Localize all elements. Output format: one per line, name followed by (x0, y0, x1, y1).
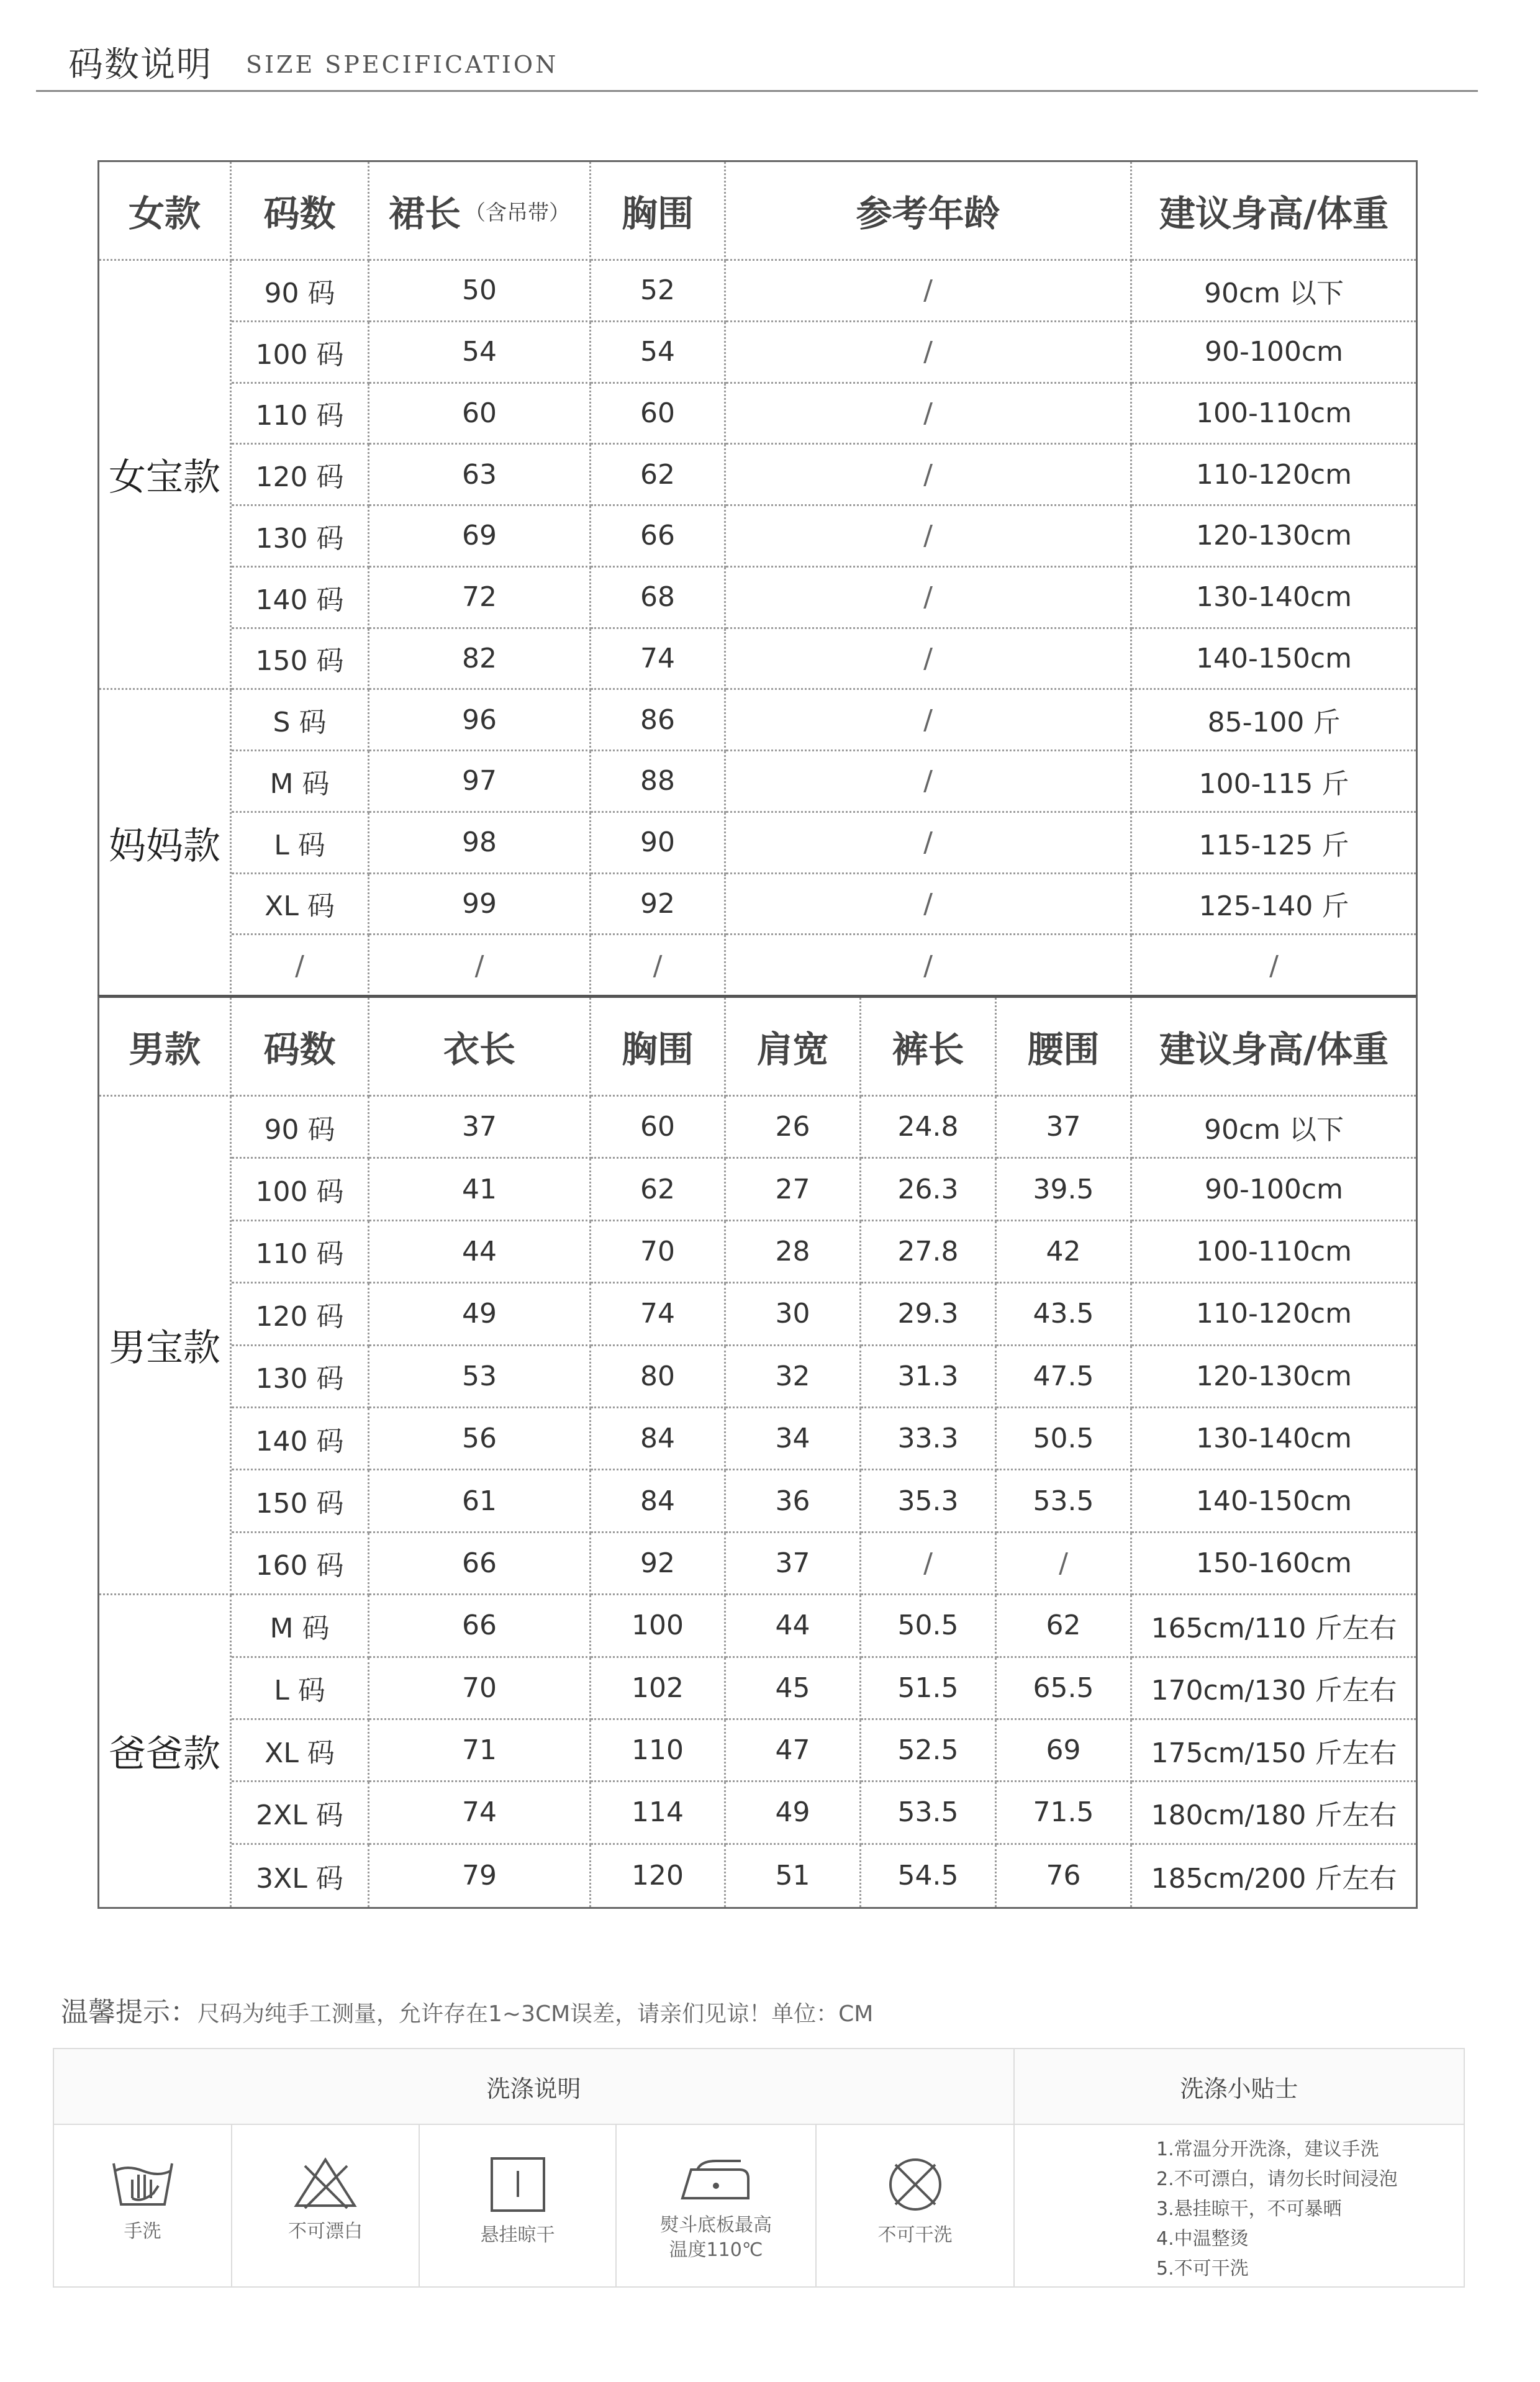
col-header-chest: 胸围 (591, 998, 726, 1097)
table-cell: 65.5 (997, 1658, 1132, 1720)
care-item-no-dry-clean (817, 2125, 1015, 2286)
table-cell: 92 (591, 1533, 726, 1595)
col-header-bust: 胸围 (591, 162, 726, 261)
washing-tips-header: 洗涤小贴士 (1015, 2049, 1464, 2125)
table-cell: 70 (369, 1658, 591, 1720)
care-item-no-bleach (232, 2125, 420, 2286)
table-cell: / (726, 261, 1132, 322)
col-header-height-weight: 建议身高/体重 (1132, 998, 1416, 1097)
table-cell: 37 (997, 1097, 1132, 1159)
table-cell: 110 (591, 1720, 726, 1782)
table-cell: 84 (591, 1470, 726, 1533)
table-cell: 50.5 (997, 1408, 1132, 1470)
table-cell: 88 (591, 751, 726, 813)
size-cell: 140 码 (232, 1408, 369, 1470)
care-label: 不可干洗 (877, 2224, 953, 2246)
care-label: 熨斗底板最高 温度110℃ (660, 2214, 772, 2261)
size-cell: L 码 (232, 813, 369, 874)
table-cell: / (591, 935, 726, 997)
size-cell: 130 码 (232, 506, 369, 568)
table-cell: 92 (591, 874, 726, 936)
table-cell: 32 (726, 1346, 861, 1408)
size-cell: 160 码 (232, 1533, 369, 1595)
table-cell: / (726, 690, 1132, 751)
size-cell: M 码 (232, 1595, 369, 1657)
col-header-skirt-note: （含吊带） (464, 200, 570, 225)
col-header-waist: 腰围 (997, 998, 1132, 1097)
col-header-style: 女款 (99, 162, 232, 261)
table-cell: 114 (591, 1782, 726, 1844)
table-cell: 52 (591, 261, 726, 322)
table-cell: 34 (726, 1408, 861, 1470)
table-cell: / (1269, 950, 1279, 982)
table-cell: 50.5 (861, 1595, 997, 1657)
table-cell: 90cm 以下 (1132, 1097, 1416, 1159)
size-cell: 130 码 (232, 1346, 369, 1408)
table-cell: 82 (369, 629, 591, 691)
table-cell: / (726, 751, 1132, 813)
table-cell: / (861, 1533, 997, 1595)
table-cell: 84 (591, 1408, 726, 1470)
col-header-skirt-length: 裙长 （含吊带） (369, 162, 591, 261)
table-cell: 56 (369, 1408, 591, 1470)
table-cell: 140-150cm (1132, 629, 1416, 691)
size-cell: 90 码 (232, 1097, 369, 1159)
size-cell: S 码 (232, 690, 369, 751)
table-cell: 130-140cm (1132, 568, 1416, 629)
table-cell: 54 (591, 322, 726, 384)
table-cell: 66 (369, 1595, 591, 1657)
care-label: 手洗 (124, 2221, 161, 2242)
table-cell: 50 (369, 261, 591, 322)
washing-tips-list (1156, 2135, 1398, 2284)
table-cell: 165cm/110 斤左右 (1132, 1595, 1416, 1657)
col-header-top-length: 衣长 (369, 998, 591, 1097)
table-cell: 51 (726, 1845, 861, 1907)
table-cell: / (369, 935, 591, 997)
table-cell: 79 (369, 1845, 591, 1907)
table-cell: 74 (369, 1782, 591, 1844)
size-cell: 120 码 (232, 445, 369, 506)
table-cell: / (726, 568, 1132, 629)
tip-item: 5.不可干洗 (1156, 2258, 1249, 2280)
table-cell: 60 (591, 384, 726, 445)
table-cell: 66 (591, 506, 726, 568)
washing-instructions-header: 洗涤说明 (54, 2049, 1015, 2125)
table-cell: 61 (369, 1470, 591, 1533)
table-cell: 37 (369, 1097, 591, 1159)
tip-item: 1.常温分开洗涤，建议手洗 (1156, 2139, 1379, 2160)
table-cell: 120-130cm (1132, 1346, 1416, 1408)
table-cell: 35.3 (861, 1470, 997, 1533)
size-cell: 90 码 (232, 261, 369, 322)
table-cell: 97 (369, 751, 591, 813)
group-label-girl: 女宝款 (99, 261, 232, 690)
table-cell: 42 (997, 1221, 1132, 1284)
page-header (36, 32, 1478, 94)
table-cell: / (997, 1533, 1132, 1595)
table-cell: / (726, 322, 1132, 384)
table-cell: / (726, 874, 1132, 936)
hand-wash-icon (109, 2155, 177, 2211)
men-size-table (97, 995, 1418, 1909)
table-cell: 86 (591, 690, 726, 751)
table-cell: 71.5 (997, 1782, 1132, 1844)
table-cell: 27 (726, 1159, 861, 1221)
table-cell: 60 (369, 384, 591, 445)
care-item-hang-dry (420, 2125, 617, 2286)
washing-section (53, 2048, 1465, 2288)
size-cell: XL 码 (232, 874, 369, 936)
table-cell: 29.3 (861, 1284, 997, 1346)
table-cell: 51.5 (861, 1658, 997, 1720)
table-cell: 96 (369, 690, 591, 751)
table-cell: 90cm 以下 (1132, 261, 1416, 322)
size-cell: 140 码 (232, 568, 369, 629)
table-cell: 140-150cm (1132, 1470, 1416, 1533)
table-cell: 26 (726, 1097, 861, 1159)
table-cell: 100-115 斤 (1132, 751, 1416, 813)
table-cell: 69 (997, 1720, 1132, 1782)
tip-item: 3.悬挂晾干，不可暴晒 (1156, 2198, 1342, 2220)
tip-item: 4.中温整烫 (1156, 2228, 1249, 2250)
tip-label: 温馨提示： (61, 1996, 197, 2028)
size-cell: 100 码 (232, 322, 369, 384)
table-cell: / (726, 445, 1132, 506)
col-header-age: 参考年龄 (726, 162, 1132, 261)
table-cell: 110-120cm (1132, 1284, 1416, 1346)
size-cell: 150 码 (232, 1470, 369, 1533)
table-cell: / (726, 935, 1132, 997)
table-cell: / (726, 384, 1132, 445)
measurement-tip (61, 1990, 873, 2029)
care-label: 不可漂白 (288, 2221, 363, 2242)
table-cell: 37 (726, 1533, 861, 1595)
table-cell: 69 (369, 506, 591, 568)
table-cell: 26.3 (861, 1159, 997, 1221)
care-item-hand-wash (54, 2125, 232, 2286)
table-cell: 53.5 (861, 1782, 997, 1844)
no-dry-clean-icon (884, 2155, 946, 2214)
table-cell: 110-120cm (1132, 445, 1416, 506)
care-label: 悬挂晾干 (480, 2224, 555, 2246)
table-cell: 185cm/200 斤左右 (1151, 1862, 1397, 1895)
size-cell: 110 码 (232, 1221, 369, 1284)
table-cell: 53.5 (997, 1470, 1132, 1533)
tip-item: 2.不可漂白，请勿长时间浸泡 (1156, 2168, 1398, 2190)
size-cell: XL 码 (232, 1720, 369, 1782)
table-cell: 98 (369, 813, 591, 874)
table-cell: 54 (369, 322, 591, 384)
table-cell: 49 (726, 1782, 861, 1844)
table-cell: 102 (591, 1658, 726, 1720)
table-cell: 90-100cm (1132, 1159, 1416, 1221)
table-cell: 130-140cm (1132, 1408, 1416, 1470)
table-cell: 120 (591, 1845, 726, 1907)
table-cell: 44 (726, 1595, 861, 1657)
size-cell: L 码 (232, 1658, 369, 1720)
group-label-mom: 妈妈款 (99, 690, 232, 997)
table-cell: 115-125 斤 (1132, 813, 1416, 874)
table-cell: 62 (591, 445, 726, 506)
table-cell: 33.3 (861, 1408, 997, 1470)
table-cell: 180cm/180 斤左右 (1132, 1782, 1416, 1844)
table-cell: 100 (591, 1595, 726, 1657)
table-cell: 80 (591, 1346, 726, 1408)
table-cell: 60 (591, 1097, 726, 1159)
col-header-size: 码数 (232, 162, 369, 261)
col-header-pants-length: 裤长 (861, 998, 997, 1097)
size-cell: 3XL 码 (232, 1845, 369, 1907)
table-cell: 170cm/130 斤左右 (1132, 1658, 1416, 1720)
col-header-shoulder: 肩宽 (726, 998, 861, 1097)
size-cell: 150 码 (232, 629, 369, 691)
col-header-style: 男款 (99, 998, 232, 1097)
size-cell: 100 码 (232, 1159, 369, 1221)
table-cell: 44 (369, 1221, 591, 1284)
table-cell: 24.8 (861, 1097, 997, 1159)
table-cell: 47.5 (997, 1346, 1132, 1408)
table-cell: 47 (726, 1720, 861, 1782)
table-cell: 100-110cm (1132, 384, 1416, 445)
size-cell: M 码 (232, 751, 369, 813)
table-cell: 53 (369, 1346, 591, 1408)
size-cell: / (232, 935, 369, 997)
group-label-dad: 爸爸款 (99, 1595, 232, 1907)
no-bleach-icon (291, 2155, 360, 2211)
women-size-table (97, 160, 1418, 999)
table-cell: / (726, 506, 1132, 568)
table-cell: 90 (591, 813, 726, 874)
table-cell: 175cm/150 斤左右 (1132, 1720, 1416, 1782)
iron-icon (679, 2155, 753, 2204)
table-cell: 72 (369, 568, 591, 629)
table-cell: 71 (369, 1720, 591, 1782)
table-cell: 74 (591, 629, 726, 691)
table-cell: / (726, 629, 1132, 691)
table-cell: 74 (591, 1284, 726, 1346)
table-cell: 30 (726, 1284, 861, 1346)
table-cell: 43.5 (997, 1284, 1132, 1346)
table-cell: 36 (726, 1470, 861, 1533)
table-cell: 125-140 斤 (1132, 874, 1416, 936)
table-cell: 85-100 斤 (1132, 690, 1416, 751)
care-item-iron (617, 2125, 817, 2286)
size-cell: 2XL 码 (232, 1782, 369, 1844)
table-cell: 28 (726, 1221, 861, 1284)
table-cell: 100-110cm (1132, 1221, 1416, 1284)
table-cell: 52.5 (861, 1720, 997, 1782)
size-cell: 120 码 (232, 1284, 369, 1346)
table-cell: 63 (369, 445, 591, 506)
table-cell: 66 (369, 1533, 591, 1595)
table-cell: 120-130cm (1132, 506, 1416, 568)
table-cell: 39.5 (997, 1159, 1132, 1221)
table-cell: 45 (726, 1658, 861, 1720)
table-cell: 62 (997, 1595, 1132, 1657)
col-header-height-weight: 建议身高/体重 (1132, 162, 1416, 261)
table-cell: 99 (369, 874, 591, 936)
col-header-size: 码数 (232, 998, 369, 1097)
size-cell: 110 码 (232, 384, 369, 445)
table-cell: 62 (591, 1159, 726, 1221)
table-cell: 54.5 (861, 1845, 997, 1907)
tip-text: 尺码为纯手工测量，允许存在1~3CM误差，请亲们见谅！单位：CM (197, 2001, 874, 2027)
table-cell: / (726, 813, 1132, 874)
table-cell: 150-160cm (1132, 1533, 1416, 1595)
table-cell: 31.3 (861, 1346, 997, 1408)
table-cell: 27.8 (861, 1221, 997, 1284)
hang-dry-icon (487, 2155, 549, 2214)
page-title: 码数说明 (68, 45, 212, 85)
group-label-boy: 男宝款 (99, 1097, 232, 1595)
page-subtitle: SIZE SPECIFICATION (246, 51, 559, 78)
table-cell: 76 (997, 1845, 1132, 1907)
header-divider (36, 90, 1478, 92)
table-cell: 70 (591, 1221, 726, 1284)
table-cell: 68 (591, 568, 726, 629)
table-cell: 41 (369, 1159, 591, 1221)
table-cell: 49 (369, 1284, 591, 1346)
table-cell: 90-100cm (1132, 322, 1416, 384)
